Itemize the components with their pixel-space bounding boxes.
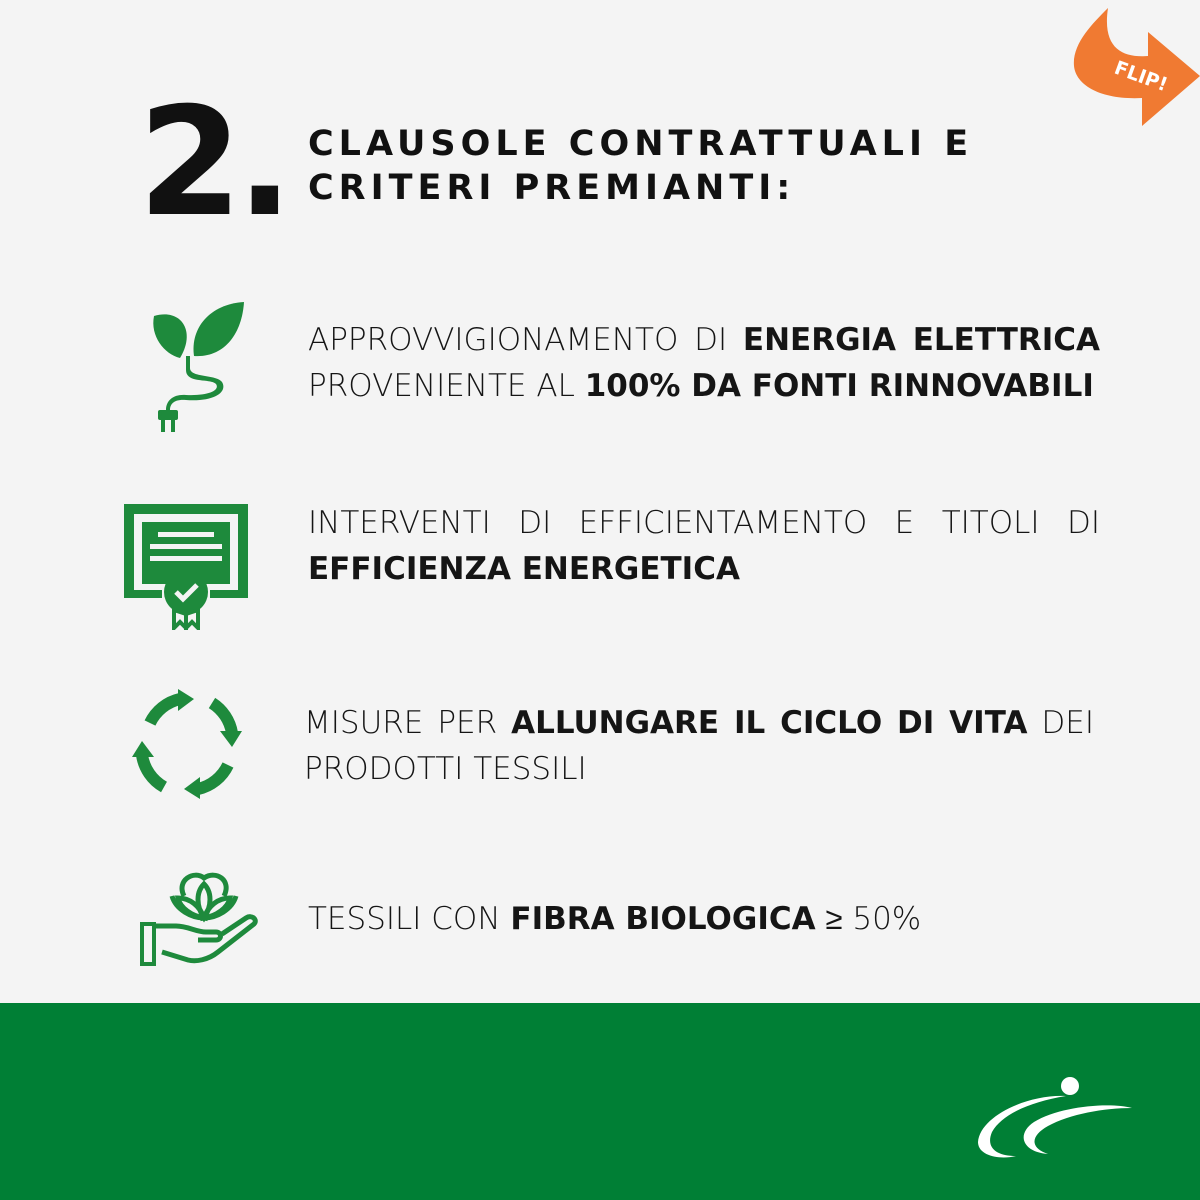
item-3-text: MISURE PER ALLUNGARE IL CICLO DI VITA DEI PRODOTTI TESSILI <box>304 705 1094 787</box>
consip-swoosh-logo <box>970 1076 1140 1162</box>
section-title <box>308 122 1008 210</box>
recycle-arrows-icon <box>128 685 246 803</box>
flip-arrow-icon <box>1062 4 1200 130</box>
item-1-text: APPROVVIGIONAMENTO DI ENERGIA ELETTRICA PROVENIENTE AL 100% DA FONTI RINNOVABILI <box>308 322 1100 404</box>
item-4-text: TESSILI CON FIBRA BIOLOGICA ≥ 50% <box>308 901 922 937</box>
section-number: 2. <box>138 76 288 250</box>
certificate-badge-icon <box>122 502 250 630</box>
item-2-text: INTERVENTI DI EFFICIENTAMENTO E TITOLI DI EFFICIENZA ENERGETICA <box>308 505 1100 587</box>
flip-arrow-badge[interactable] <box>1062 4 1200 130</box>
section-title-line-1: CLAUSOLE CONTRATTUALI E <box>308 124 974 164</box>
hand-cotton-plant-icon <box>136 866 262 970</box>
eco-plug-leaf-icon <box>124 296 254 438</box>
section-title-line-2: CRITERI PREMIANTI: <box>308 168 796 208</box>
flip-label: FLIP! <box>1111 56 1171 97</box>
